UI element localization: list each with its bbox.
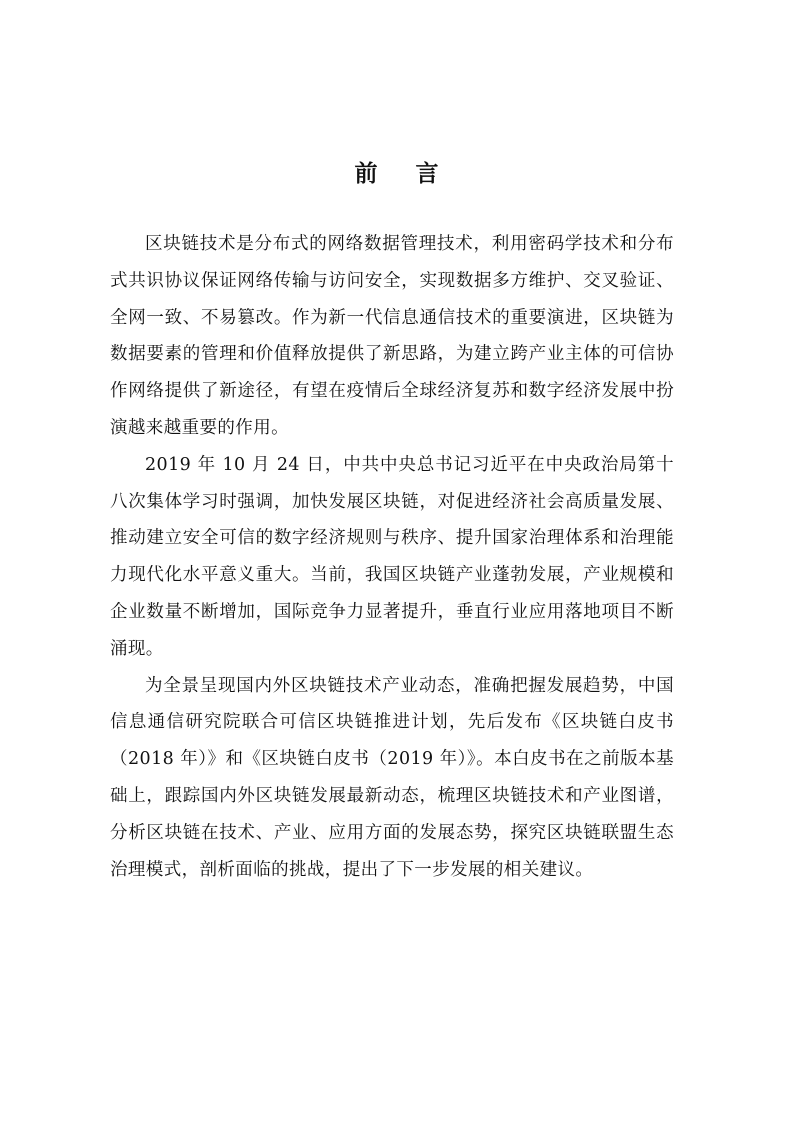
paragraph-2: 2019 年 10 月 24 日，中共中央总书记习近平在中央政治局第十八次集体学习时强调，加快发展区块链，对促进经济社会高质量发展、推动建立安全可信的数字经济规则与秩序、提升国家治理体系和治理能力现代化水平意义重大。当前，我国区块链产业蓬勃发展，产业规模和企业数量不断增加，国际竞争力显著提升，垂直行业应用落地项目不断涌现。: [110, 454, 674, 659]
page-title: 前言: [354, 161, 477, 188]
preface-body: [110, 226, 674, 888]
paragraph-1: 区块链技术是分布式的网络数据管理技术，利用密码学技术和分布式共识协议保证网络传输与访问安全，实现数据多方维护、交叉验证、全网一致、不易篡改。作为新一代信息通信技术的重要演进，区块链为数据要素的管理和价值释放提供了新思路，为建立跨产业主体的可信协作网络提供了新途径，有望在疫情后全球经济复苏和数字经济发展中扮演越来越重要的作用。: [110, 234, 674, 438]
paragraph-3: 为全景呈现国内外区块链技术产业动态，准确把握发展趋势，中国信息通信研究院联合可信区块链推进计划，先后发布《区块链白皮书（2018 年）》和《区块链白皮书（2019 年）》。本白皮书在之前版本基础上，跟踪国内外区块链发展最新动态，梳理区块链技术和产业图谱，分析区块链在技术、产业、应用方面的发展态势，探究区块链联盟生态治理模式，剖析面临的挑战，提出了下一步发展的相关建议。: [110, 675, 674, 880]
